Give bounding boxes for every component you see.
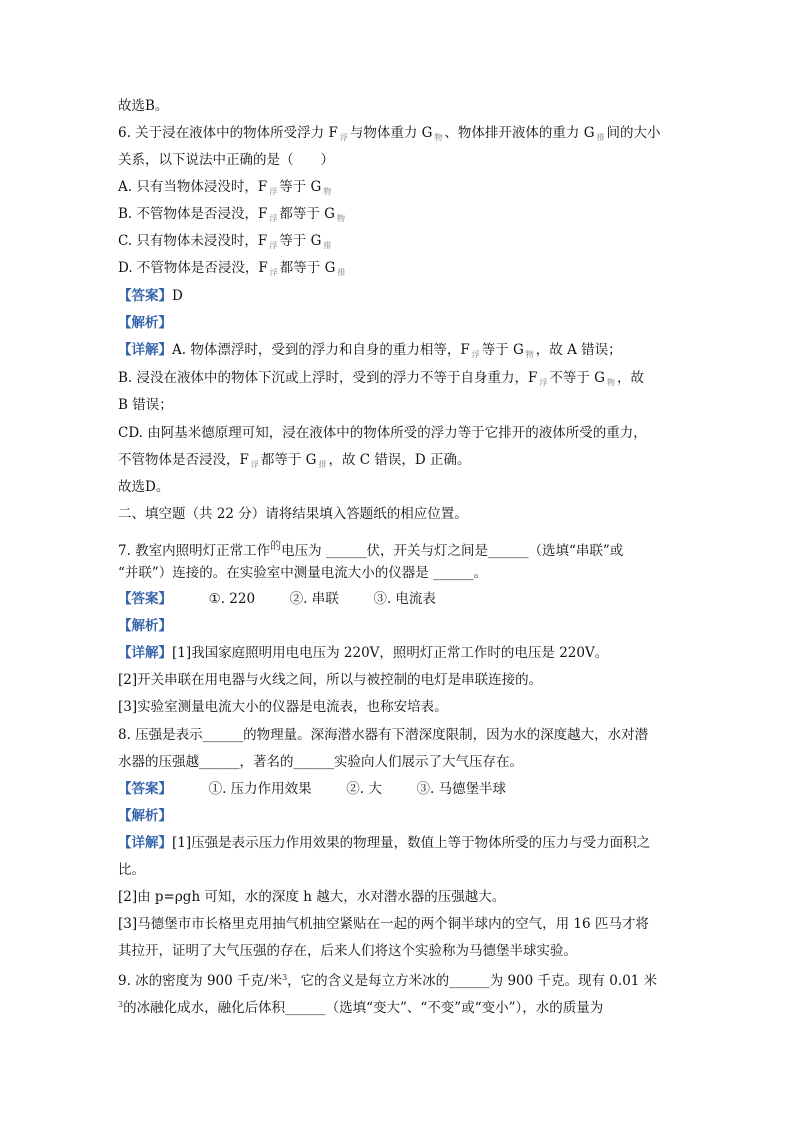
q6-option-a: A. 只有当物体浸没时，F $_浮$ 等于 G $_物$ xyxy=(118,179,332,196)
detail-label: 【详解】 xyxy=(118,835,172,851)
q7-stem-line2: “并联”）连接的。在实验室中测量电流大小的仪器是 ______。 xyxy=(118,565,488,581)
q7-detail-2: [2]开关串联在用电器与火线之间，所以与被控制的电灯是串联连接的。 xyxy=(118,672,543,688)
subscript-pai: 排 xyxy=(596,133,605,142)
detail-label: 【详解】 xyxy=(118,342,172,358)
q8-detail-2: [2]由 p=ρgh 可知，水的深度 h 越大，水对潜水器的压强越大。 xyxy=(118,889,506,905)
q8-analysis-label: 【解析】 xyxy=(118,808,172,824)
detail-label: 【详解】 xyxy=(118,645,172,661)
q8-detail-3-cont: 其拉开，证明了大气压强的存在，后来人们将这个实验称为马德堡半球实验。 xyxy=(118,943,577,959)
q7-detail-1: 【详解】[1]我国家庭照明用电电压为 220V，照明灯正常工作时的电压是 220V。 xyxy=(118,645,609,661)
answer-blank-1: ①. 220 xyxy=(208,591,256,607)
q8-stem-line1: 8. 压强是表示______的物理量。深海潜水器有下潜深度限制，因为水的深度越大，水对潜 xyxy=(118,727,649,743)
q7-stem-line1: 7. 教室内照明灯正常工作$^的$电压为 ______伏，开关与灯之间是______（选填“串联”或 xyxy=(118,539,624,559)
answer-label: 【答案】 xyxy=(118,591,172,607)
superscript-3: 3 xyxy=(282,973,288,982)
answer-blank-2: ②. 串联 xyxy=(289,591,339,607)
q6-stem-line2: 关系，以下说法中正确的是（ ） xyxy=(118,152,334,168)
q9-stem-line1: 9. 冰的密度为 900 千克/米$^3$，它的含义是每立方米冰的______为 900 千克。现有 0.01 米 xyxy=(118,973,658,989)
answer-label: 【答案】 xyxy=(118,781,172,797)
q8-detail-1: 【详解】[1]压强是表示压力作用效果的物理量，数值上等于物体所受的压力与受力面积之 xyxy=(118,835,651,851)
answer-value: D xyxy=(172,288,183,304)
q6-detail-cd-line1: CD. 由阿基米德原理可知，浸在液体中的物体所受的浮力等于它排开的液体所受的重力， xyxy=(118,425,647,441)
q8-detail-3: [3]马德堡市市长格里克用抽气机抽空紧贴在一起的两个铜半球内的空气，用 16 匹马才将 xyxy=(118,916,649,932)
q7-answer xyxy=(118,589,436,609)
q8-detail-1-cont: 比。 xyxy=(118,862,145,878)
section-heading: 二、填空题（共 22 分）请将结果填入答题纸的相应位置。 xyxy=(118,506,468,522)
answer-blank-1: ①. 压力作用效果 xyxy=(208,781,312,797)
q6-analysis-label: 【解析】 xyxy=(118,315,172,331)
q6-conclusion: 故选D。 xyxy=(118,479,170,495)
q6-stem-line1: 6. 关于浸在液体中的物体所受浮力 F $_浮$ 与物体重力 G $_物$ 、物体排开液体的重力 G $_排$ 间的大小 xyxy=(118,125,661,142)
q8-stem-line2: 水器的压强越______，著名的______实验向人们展示了大气压存在。 xyxy=(118,754,523,770)
q6-detail-cd-line2: 不管物体是否浸没，F $_浮$ 都等于 G $_排$ ，故 C 错误，D 正确。 xyxy=(118,452,471,469)
q6-option-b: B. 不管物体是否浸没，F $_浮$ 都等于 G $_物$ xyxy=(118,206,345,223)
q8-answer xyxy=(118,779,506,799)
answer-blank-3: ③. 马德堡半球 xyxy=(416,781,507,797)
q6-option-d: D. 不管物体是否浸没，F $_浮$ 都等于 G $_排$ xyxy=(118,260,346,277)
answer-label: 【答案】 xyxy=(118,288,172,304)
q6-option-c: C. 只有物体未浸没时，F $_浮$ 等于 G $_排$ xyxy=(118,233,332,250)
answer-blank-2: ②. 大 xyxy=(346,781,382,797)
q6-detail-b: B. 浸没在液体中的物体下沉或上浮时，受到的浮力不等于自身重力，F $_浮$ 不等于 G $_物$ ，故 xyxy=(118,370,644,387)
q6-detail-a: 【详解】A. 物体漂浮时，受到的浮力和自身的重力相等，F $_浮$ 等于 G $_物$ ，故 A 错误； xyxy=(118,342,622,359)
q6-detail-b-line2: B 错误； xyxy=(118,397,173,413)
q7-analysis-label: 【解析】 xyxy=(118,618,172,634)
q7-detail-3: [3]实验室测量电流大小的仪器是电流表，也称安培表。 xyxy=(118,699,448,715)
answer-blank-3: ③. 电流表 xyxy=(373,591,436,607)
q5-conclusion: 故选B。 xyxy=(118,98,169,114)
q9-stem-line2: $^3$的冰融化成水，融化后体积______（选填“变大”、“不变”或“变小”），水的质量为 xyxy=(118,1000,604,1016)
subscript-fu: 浮 xyxy=(339,133,348,142)
subscript-wu: 物 xyxy=(434,133,443,142)
q6-answer xyxy=(118,286,183,306)
